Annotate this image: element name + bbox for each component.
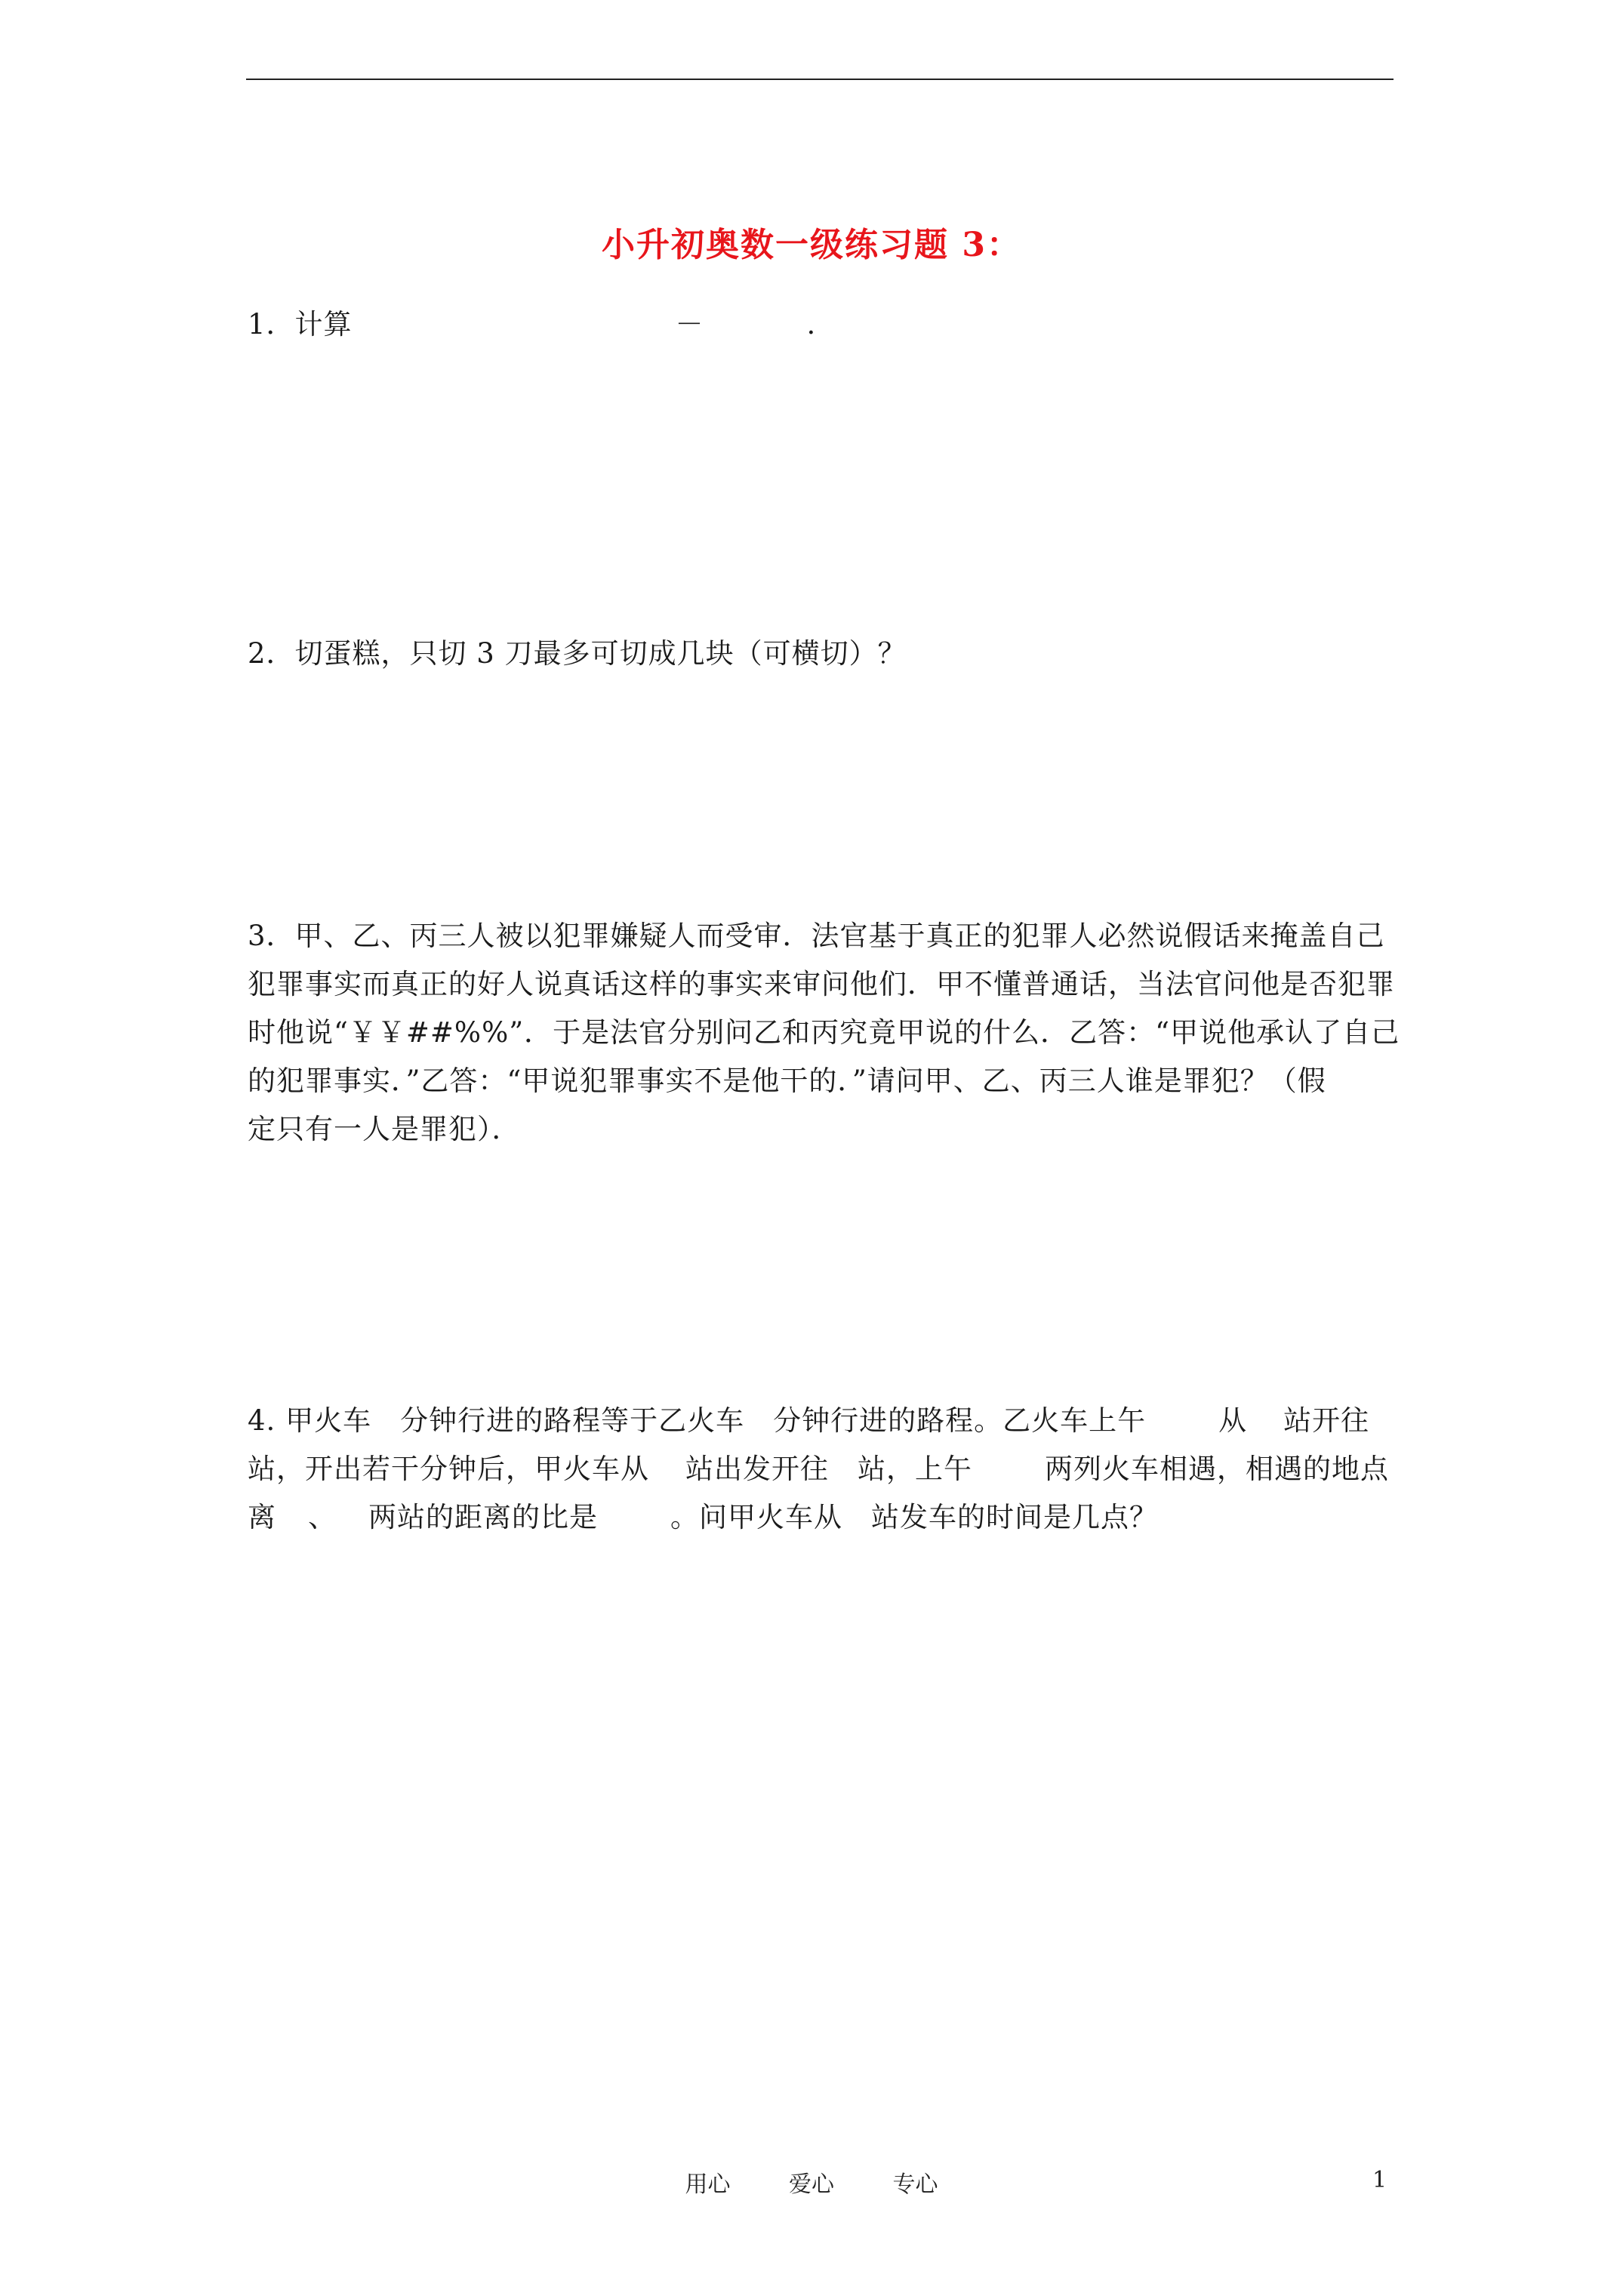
question-4-text: 。问甲火车从 <box>670 1501 842 1533</box>
question-3-line: 3．甲、乙、丙三人被以犯罪嫌疑人而受审．法官基于真正的犯罪人必然说假话来掩盖自己 <box>248 920 1385 952</box>
question-1-end: . <box>806 308 817 341</box>
page-number: 1 <box>1372 2167 1387 2193</box>
question-1 <box>248 300 1387 349</box>
question-4-text: 分钟行进的路程等于乙火车 <box>400 1404 745 1437</box>
question-4-text: 站开往 <box>1283 1404 1370 1437</box>
question-4-text: 分钟行进的路程。乙火车上午 <box>773 1404 1147 1437</box>
question-4-line-1 <box>248 1397 1387 1445</box>
question-4-text: 、 <box>308 1501 337 1533</box>
question-2 <box>248 630 1387 678</box>
question-4-line-3 <box>248 1493 1387 1542</box>
question-4-line-2 <box>248 1445 1387 1493</box>
footer-item: 用心 <box>685 2171 731 2198</box>
question-4-text: 两站的距离的比是 <box>368 1501 598 1533</box>
header-rule <box>246 79 1394 80</box>
question-1-minus: － <box>675 308 704 341</box>
question-4-text: 站，开出若干分钟后，甲火车从 <box>248 1453 649 1485</box>
question-3-line: 的犯罪事实．”乙答：“甲说犯罪事实不是他干的．”请问甲、乙、丙三人谁是罪犯？（假 <box>248 1065 1326 1097</box>
question-4 <box>248 1397 1387 1542</box>
footer-item: 专心 <box>892 2171 938 2198</box>
question-4-text: 4. 甲火车 <box>248 1404 372 1437</box>
page-title: 小升初奥数一级练习题 3： <box>602 226 1021 264</box>
question-2-text: 2．切蛋糕，只切 3 刀最多可切成几块（可横切）？ <box>248 637 907 670</box>
question-4-text: 站出发开往 <box>685 1453 829 1485</box>
question-4-text: 站，上午 <box>858 1453 972 1485</box>
question-4-text: 从 <box>1218 1404 1248 1437</box>
question-4-text: 离 <box>248 1501 276 1533</box>
question-3-line: 时他说“￥￥##%%”．于是法官分别问乙和丙究竟甲说的什么．乙答：“甲说他承认了自己 <box>248 1016 1400 1049</box>
question-4-text: 站发车的时间是几点？ <box>871 1501 1158 1533</box>
question-3 <box>248 912 1400 1154</box>
question-1-label: 1．计算 <box>248 308 353 341</box>
question-3-line: 定只有一人是罪犯）． <box>248 1113 521 1145</box>
question-4-text: 两列火车相遇，相遇的地点 <box>1045 1453 1389 1485</box>
footer-item: 爱心 <box>789 2171 834 2198</box>
question-3-line: 犯罪事实而真正的好人说真话这样的事实来审问他们．甲不懂普通话，当法官问他是否犯罪 <box>248 968 1395 1000</box>
